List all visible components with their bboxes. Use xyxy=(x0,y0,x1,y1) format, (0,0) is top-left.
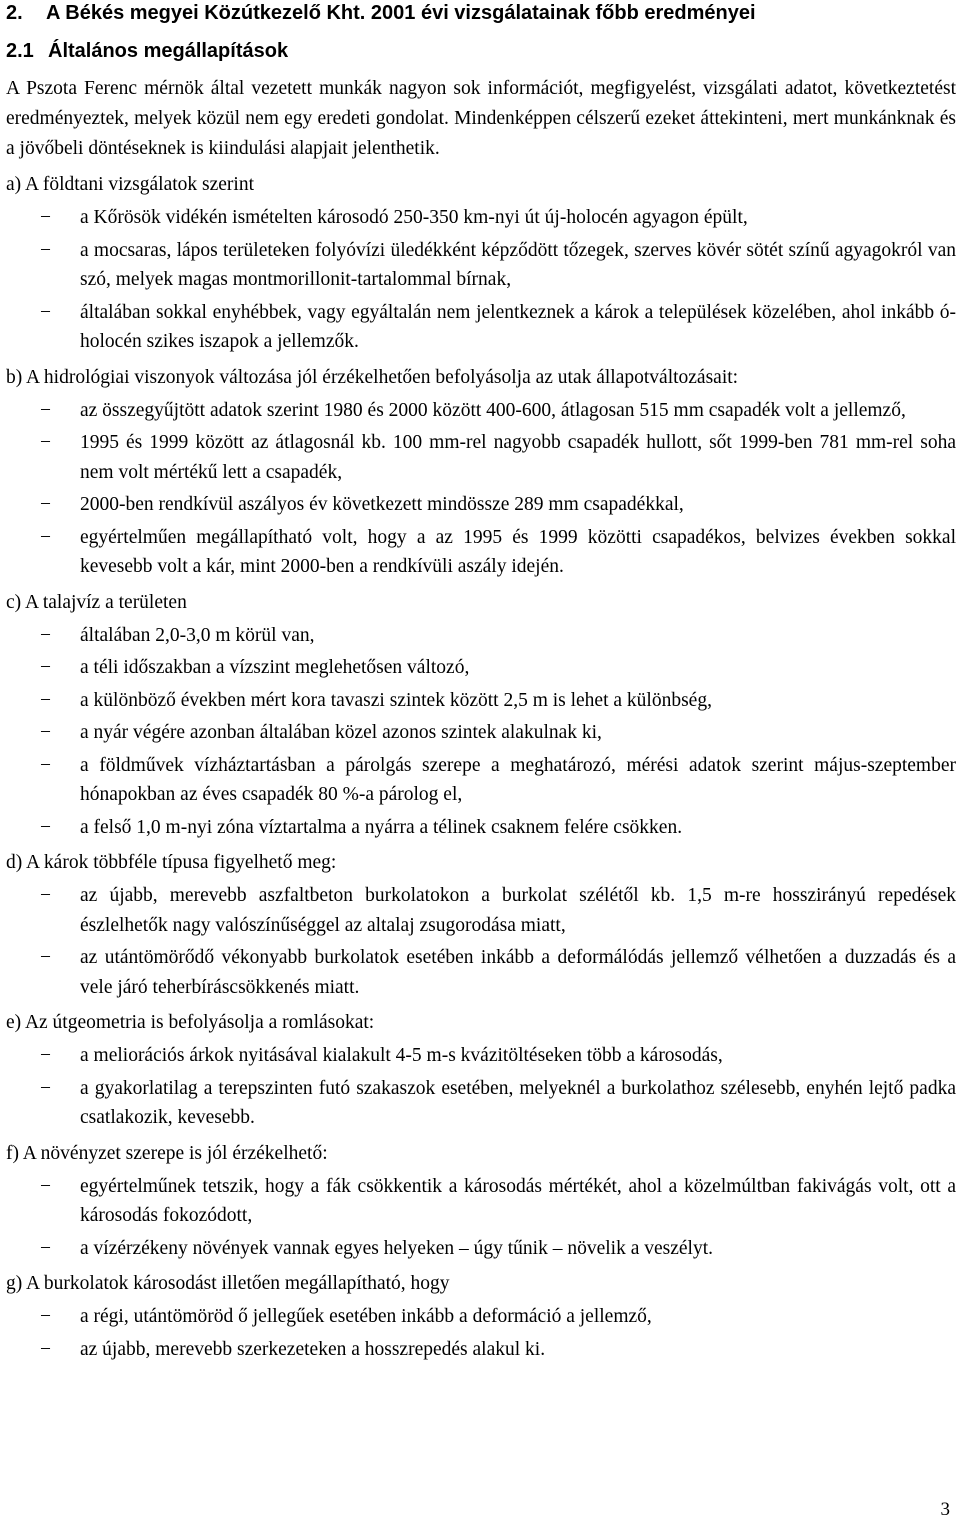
finding-section-title: f) A növényzet szerepe is jól érzékelhető: xyxy=(6,1142,328,1164)
bullet-list xyxy=(6,396,956,582)
list-item-text: a Kőrösök vidékén ismételten károsodó 250-350 km-nyi út új-holocén agyagon épült, xyxy=(80,207,748,228)
dash-bullet: − xyxy=(40,816,51,838)
list-item-text: 2000-ben rendkívül aszályos év következett mindössze 289 mm csapadékkal, xyxy=(80,494,684,515)
list-item xyxy=(6,1234,956,1264)
list-item xyxy=(6,1302,956,1332)
list-item xyxy=(6,751,956,810)
dash-bullet: − xyxy=(40,239,51,261)
subsection-number: 2.1 xyxy=(6,40,34,62)
subsection-title: Általános megállapítások xyxy=(48,40,289,62)
list-item-text: az újabb, merevebb szerkezeteken a hosszrepedés alakul ki. xyxy=(80,1338,546,1360)
intro-paragraph: A Pszota Ferenc mérnök által vezetett munkák nagyon sok információt, megfigyelést, vizsgálati adatot, következtetést eredményeztek, melyek közül nem egy eredeti gondolat. Mindenképpen célszerű ezeket áttekinteni, mert munkánknak és a jövőbeli döntéseknek is kiindulási alapjait jelenthetik. xyxy=(6,78,956,159)
list-item xyxy=(6,686,956,716)
dash-bullet: − xyxy=(40,722,51,743)
bullet-list xyxy=(6,881,956,1002)
list-item xyxy=(6,1172,956,1231)
list-item xyxy=(6,813,956,843)
finding-section xyxy=(6,1269,956,1364)
bullet-list xyxy=(6,1172,956,1264)
list-item-text: egyértelműen megállapítható volt, hogy a az 1995 és 1999 közötti csapadékos, belvizes években sokkal kevesebb volt a kár, mint 2000-ben a rendkívüli aszály idején. xyxy=(80,526,956,577)
dash-bullet: − xyxy=(40,885,51,906)
bullet-list xyxy=(6,621,956,843)
finding-section xyxy=(6,363,956,582)
dash-bullet: − xyxy=(40,947,51,968)
list-item xyxy=(6,621,956,651)
list-item-text: a vízérzékeny növények vannak egyes helyeken – úgy tűnik – növelik a veszélyt. xyxy=(80,1237,713,1259)
list-item-text: 1995 és 1999 között az átlagosnál kb. 100 mm-rel nagyobb csapadék hullott, sőt 1999-ben 781 mm-rel soha nem volt mértékű lett a csapadék, xyxy=(80,432,956,483)
bullet-list xyxy=(6,1041,956,1133)
bullet-list xyxy=(6,1302,956,1364)
section-heading xyxy=(6,0,956,26)
dash-bullet: − xyxy=(40,624,51,646)
list-item-text: egyértelműnek tetszik, hogy a fák csökkentik a károsodás mértékét, ahol a közelmúltban fakivágás volt, ott a károsodás fokozódott, xyxy=(80,1175,956,1226)
list-item xyxy=(6,203,956,233)
list-item xyxy=(6,881,956,940)
list-item xyxy=(6,1041,956,1071)
list-item xyxy=(6,943,956,1002)
dash-bullet: − xyxy=(40,754,51,776)
finding-section xyxy=(6,170,956,357)
list-item xyxy=(6,523,956,582)
list-item-text: a régi, utántömöröd ő jellegűek esetében inkább a deformáció a jellemző, xyxy=(80,1306,652,1327)
finding-section xyxy=(6,1008,956,1133)
finding-section-title: b) A hidrológiai viszonyok változása jól érzékelhetően befolyásolja az utak állapotváltozásait: xyxy=(6,366,739,388)
dash-bullet: − xyxy=(40,1077,51,1099)
dash-bullet: − xyxy=(40,432,51,453)
list-item-text: a téli időszakban a vízszint meglehetősen változó, xyxy=(80,657,470,678)
list-item xyxy=(6,718,956,748)
finding-section xyxy=(6,588,956,843)
list-item-text: a mocsaras, lápos területeken folyóvízi üledékként képződött tőzegek, szerves kövér sötét színű agyagokról van szó, melyek magas montmorillonit-tartalommal bírnak, xyxy=(80,239,956,290)
list-item-text: a felső 1,0 m-nyi zóna víztartalma a nyárra a télinek csaknem felére csökken. xyxy=(80,816,683,838)
list-item-text: a földművek vízháztartásban a párolgás szerepe a meghatározó, mérési adatok szerint május-szeptember hónapokban az éves csapadék 80 %-a párolog el, xyxy=(80,754,956,805)
list-item xyxy=(6,428,956,487)
section-title: A Békés megyei Közútkezelő Kht. 2001 évi vizsgálatainak főbb eredményei xyxy=(46,2,756,24)
list-item-text: általában sokkal enyhébbek, vagy egyáltalán nem jelentkeznek a károk a települések közelében, ahol inkább ó-holocén szikes iszapok a jellemzők. xyxy=(80,301,956,352)
list-item xyxy=(6,1335,956,1365)
finding-section xyxy=(6,848,956,1002)
finding-section-title: a) A földtani vizsgálatok szerint xyxy=(6,174,255,195)
dash-bullet: − xyxy=(40,207,51,228)
dash-bullet: − xyxy=(40,399,51,421)
list-item-text: a nyár végére azonban általában közel azonos szintek alakulnak ki, xyxy=(80,722,602,743)
findings-list xyxy=(6,170,956,1364)
dash-bullet: − xyxy=(40,1237,51,1259)
list-item xyxy=(6,653,956,683)
dash-bullet: − xyxy=(40,1175,51,1197)
finding-section-title: g) A burkolatok károsodást illetően megállapítható, hogy xyxy=(6,1273,450,1294)
dash-bullet: − xyxy=(40,657,51,678)
list-item-text: az összegyűjtött adatok szerint 1980 és 2000 között 400-600, átlagosan 515 mm csapadék volt a jellemző, xyxy=(80,399,906,421)
list-item-text: az utántömörődő vékonyabb burkolatok esetében inkább a deformálódás jellemző vélhetően a duzzadás és a vele járó teherbíráscsökkenés miatt. xyxy=(80,947,956,998)
dash-bullet: − xyxy=(40,301,51,323)
list-item-text: a különböző években mért kora tavaszi szintek között 2,5 m is lehet a különbség, xyxy=(80,689,712,711)
page-number: 3 xyxy=(940,1499,950,1520)
dash-bullet: − xyxy=(40,1045,51,1066)
document-page xyxy=(6,0,956,1533)
dash-bullet: − xyxy=(40,1338,51,1360)
dash-bullet: − xyxy=(40,526,51,548)
dash-bullet: − xyxy=(40,1306,51,1327)
list-item xyxy=(6,396,956,426)
list-item-text: általában 2,0-3,0 m körül van, xyxy=(80,624,315,646)
bullet-list xyxy=(6,203,956,357)
list-item xyxy=(6,236,956,295)
finding-section-title: c) A talajvíz a területen xyxy=(6,591,187,613)
list-item-text: a meliorációs árkok nyitásával kialakult 4-5 m-s kvázitöltéseken több a károsodás, xyxy=(80,1045,723,1066)
finding-section-title: d) A károk többféle típusa figyelhető meg: xyxy=(6,852,337,873)
list-item xyxy=(6,490,956,520)
list-item xyxy=(6,1074,956,1133)
section-number: 2. xyxy=(6,2,23,24)
finding-section-title: e) Az útgeometria is befolyásolja a romlásokat: xyxy=(6,1012,375,1033)
dash-bullet: − xyxy=(40,494,51,515)
list-item-text: az újabb, merevebb aszfaltbeton burkolatokon a burkolat szélétől kb. 1,5 m-re hosszirányú repedések észlelhetők nagy valószínűséggel az altalaj zsugorodása miatt, xyxy=(80,885,956,936)
dash-bullet: − xyxy=(40,689,51,711)
finding-section xyxy=(6,1139,956,1264)
list-item xyxy=(6,298,956,357)
subsection-heading xyxy=(6,36,956,66)
list-item-text: a gyakorlatilag a terepszinten futó szakaszok esetében, melyeknél a burkolathoz szélesebb, enyhén lejtő padka csatlakozik, kevesebb. xyxy=(80,1077,956,1128)
